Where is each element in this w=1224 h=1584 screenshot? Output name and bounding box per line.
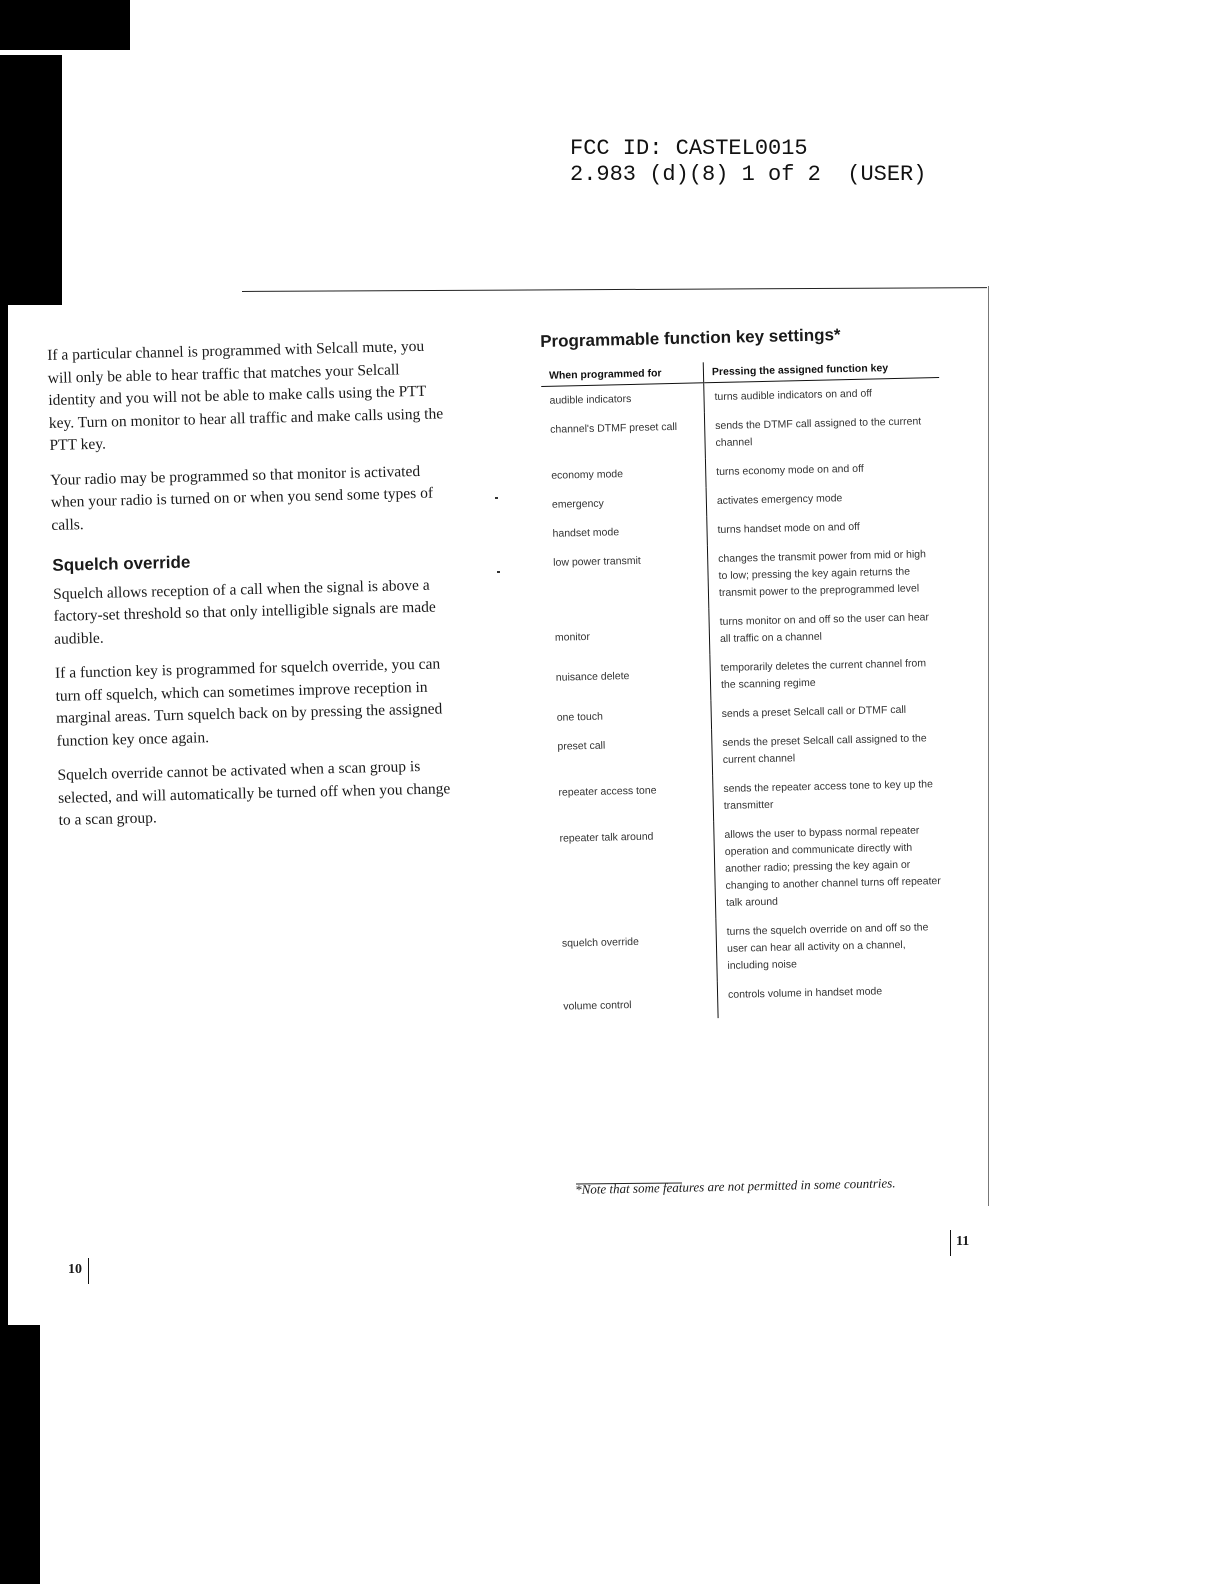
paragraph-monitor-activation: Your radio may be programmed so that monitor is activated when your radio is turned on or when you send some types of calls. <box>50 462 434 534</box>
page-number-right: 11 <box>956 1234 970 1249</box>
action-cell: turns economy mode on and off <box>705 453 941 487</box>
feature-cell: preset call <box>557 739 606 753</box>
scan-edge-top-left <box>0 0 130 50</box>
feature-cell: low power transmit <box>553 554 641 569</box>
table-title: Programmable function key settings* <box>540 325 841 351</box>
feature-cell: channel's DTMF preset call <box>550 420 678 436</box>
fcc-rule-line: 2.983 (d)(8) 1 of 2 (USER) <box>570 162 927 187</box>
table-row <box>553 913 952 985</box>
function-key-table <box>541 357 954 1022</box>
feature-cell: economy mode <box>551 468 624 482</box>
table-row <box>555 976 954 1022</box>
page-number-left: 10 <box>68 1262 82 1277</box>
action-cell: sends the DTMF call assigned to the current channel <box>704 407 940 458</box>
scan-edge-left-upper <box>0 55 62 305</box>
fcc-id-stamp <box>570 136 926 188</box>
feature-cell: one touch <box>556 710 604 724</box>
column-header-action: Pressing the assigned function key <box>703 357 939 383</box>
feature-cell: repeater talk around <box>559 830 654 845</box>
action-cell: activates emergency mode <box>706 482 942 516</box>
action-cell: changes the transmit power from mid or high to low; pressing the key again returns the transmit power to the preprogrammed level <box>707 540 944 608</box>
page-number-divider <box>950 1230 951 1256</box>
left-page-body <box>47 335 455 844</box>
page-top-rule <box>242 287 987 292</box>
feature-cell: repeater access tone <box>558 784 657 799</box>
action-cell: sends the repeater access tone to key up the transmitter <box>713 770 949 821</box>
action-cell: turns the squelch override on and off so the user can hear all activity on a channel, including noise <box>716 913 953 981</box>
feature-cell: handset mode <box>552 526 620 540</box>
action-cell: sends a preset Selcall call or DTMF call <box>711 695 947 729</box>
paragraph-selcall-mute: If a particular channel is programmed with Selcall mute, you will only be able to hear traffic that matches your Selcall identity and you will not be able to make calls using the PTT key. Turn on monitor to hear all traffic and make calls using the PTT key. <box>47 337 444 454</box>
page-number-divider <box>88 1258 89 1284</box>
section-heading-squelch-override: Squelch override <box>52 552 191 575</box>
action-cell: allows the user to bypass normal repeater operation and communicate directly with another radio; pressing the key again or changing to another channel turns off repeater talk around <box>714 816 952 918</box>
paragraph-squelch-definition: Squelch allows reception of a call when the signal is above a factory-set threshold so that only intelligible signals are made audible. <box>52 576 436 648</box>
feature-cell: audible indicators <box>549 392 632 407</box>
table-row <box>545 540 944 612</box>
action-cell: temporarily deletes the current channel from the scanning regime <box>710 649 946 700</box>
fcc-id-line: FCC ID: CASTEL0015 <box>570 136 808 161</box>
action-cell: turns handset mode on and off <box>707 511 943 545</box>
action-cell: turns audible indicators on and off <box>704 377 940 412</box>
right-page-body <box>540 322 976 1021</box>
feature-cell: emergency <box>551 497 604 511</box>
column-header-feature: When programmed for <box>541 362 704 386</box>
feature-cell: squelch override <box>561 935 640 950</box>
action-cell: turns monitor on and off so the user can hear all traffic on a channel <box>709 603 945 654</box>
page-right-edge <box>988 286 989 1206</box>
scan-edge-left-strip <box>0 300 8 1330</box>
scan-edge-left-lower <box>0 1325 40 1584</box>
paragraph-squelch-scan-group: Squelch override cannot be activated when a scan group is selected, and will automatically be turned off when you change to a scan group. <box>57 758 451 829</box>
paragraph-squelch-function-key: If a function key is programmed for squelch override, you can turn off squelch, which can sometimes improve reception in marginal areas. Turn squelch back on by pressing the assigned function key once again. <box>54 655 443 750</box>
action-cell: controls volume in handset mode <box>717 976 953 1018</box>
table-row <box>551 816 951 922</box>
feature-cell: volume control <box>563 999 632 1013</box>
footnote: *Note that some features are not permitted in some countries. <box>575 1175 896 1197</box>
margin-mark <box>495 497 498 499</box>
action-cell: sends the preset Selcall call assigned to the current channel <box>712 724 948 775</box>
margin-mark <box>497 571 500 573</box>
feature-cell: nuisance delete <box>555 670 630 684</box>
feature-cell: monitor <box>554 630 591 644</box>
